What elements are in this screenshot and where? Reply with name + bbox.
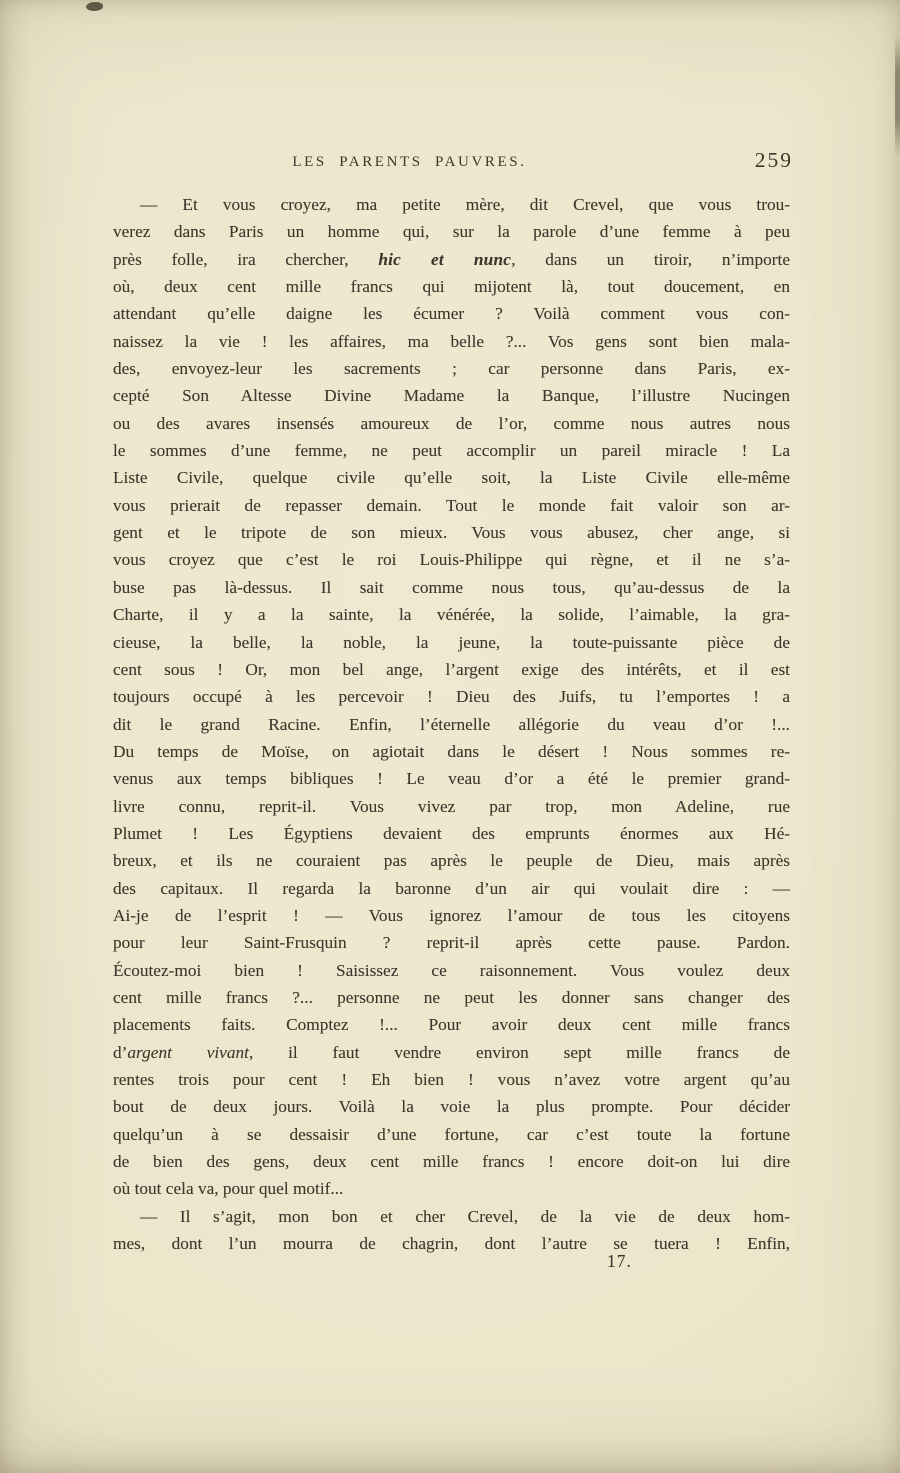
text-line — [113, 656, 790, 683]
text-line — [113, 711, 790, 738]
signature-mark: 17. — [607, 1251, 632, 1271]
scan-artifact — [86, 2, 103, 11]
paragraph — [113, 1203, 790, 1258]
text-line — [113, 902, 790, 929]
page-header — [113, 148, 793, 180]
text-line — [113, 300, 790, 327]
text-line — [113, 1175, 790, 1202]
text-segment: attendant qu’elle daigne les écumer ? Voilà comment vous con- — [113, 304, 790, 324]
text-segment: Écoutez-moi bien ! Saisissez ce raisonnement. Vous voulez deux — [113, 960, 790, 980]
emphasized-text: hic et nunc — [378, 249, 512, 269]
text-segment: rentes trois pour cent ! Eh bien ! vous n’avez votre argent qu’au — [113, 1070, 790, 1089]
text-line — [113, 464, 790, 491]
text-segment: , il faut vendre environ sept mille francs de — [248, 1042, 790, 1062]
text-line — [113, 738, 790, 765]
text-line — [113, 984, 790, 1011]
text-segment: toujours occupé à les percevoir ! Dieu des Juifs, tu l’emportes ! a — [113, 687, 790, 707]
text-block — [113, 191, 790, 1257]
text-line — [113, 437, 790, 464]
text-line — [113, 574, 790, 601]
text-segment: quelqu’un à se dessaisir d’une fortune, car c’est toute la fortune — [113, 1124, 790, 1144]
text-line — [113, 246, 790, 273]
text-line — [113, 1093, 790, 1120]
text-segment: , dans un tiroir, n’importe — [511, 249, 791, 269]
text-segment: Plumet ! Les Égyptiens devaient des emprunts énormes aux Hé- — [113, 823, 790, 843]
text-line — [113, 546, 790, 573]
emphasized-text: argent vivant — [127, 1042, 249, 1062]
page-number: 259 — [754, 148, 793, 172]
text-line — [113, 847, 790, 874]
text-line — [113, 765, 790, 792]
text-line — [113, 629, 790, 656]
text-segment: de bien des gens, deux cent mille francs ! encore doit-on lui dire — [113, 1152, 790, 1172]
text-segment: des, envoyez-leur les sacrements ; car personne dans Paris, ex- — [113, 359, 790, 379]
text-segment: venus aux temps bibliques ! Le veau d’or a été le premier grand- — [113, 769, 790, 789]
text-line — [113, 519, 790, 546]
text-line — [113, 1011, 790, 1038]
text-segment: Charte, il y a la sainte, la vénérée, la solide, l’aimable, la gra- — [113, 605, 790, 625]
text-segment: Du temps de Moïse, on agiotait dans le désert ! Nous sommes re- — [113, 741, 790, 761]
text-segment: mes, dont l’un mourra de chagrin, dont l’autre se tuera ! Enfin, — [113, 1234, 790, 1254]
text-segment: Liste Civile, quelque civile qu’elle soit, la Liste Civile elle-même — [113, 468, 790, 488]
text-segment: dit le grand Racine. Enfin, l’éternelle allégorie du veau d’or !... — [113, 714, 790, 734]
text-line — [113, 1039, 790, 1066]
text-segment: cepté Son Altesse Divine Madame la Banque, l’illustre Nucingen — [113, 386, 790, 406]
text-line — [113, 929, 790, 956]
text-line — [113, 410, 790, 437]
text-line — [113, 218, 790, 245]
text-line — [113, 492, 790, 519]
text-segment: naissez la vie ! les affaires, ma belle ?... Vos gens sont bien mala- — [113, 331, 790, 351]
text-line — [113, 355, 790, 382]
text-line — [113, 191, 790, 218]
text-segment: où tout cela va, pour quel motif... — [113, 1179, 344, 1199]
text-segment: gent et le tripote de son mieux. Vous vous abusez, cher ange, si — [113, 523, 790, 543]
text-segment: cent mille francs ?... personne ne peut les donner sans changer des — [113, 987, 790, 1007]
text-line — [113, 382, 790, 409]
text-segment: buse pas là-dessus. Il sait comme nous tous, qu’au-dessus de la — [113, 577, 790, 597]
text-segment: cieuse, la belle, la noble, la jeune, la toute-puissante pièce de — [113, 632, 790, 652]
paragraph — [113, 191, 790, 1203]
scan-artifact — [895, 36, 900, 156]
text-segment: bout de deux jours. Voilà la voie la plus prompte. Pour décider — [113, 1097, 790, 1117]
text-segment: placements faits. Comptez !... Pour avoir deux cent mille francs — [113, 1015, 790, 1035]
text-line — [113, 793, 790, 820]
text-line — [113, 875, 790, 902]
text-line — [113, 1203, 790, 1230]
text-segment: Ai-je de l’esprit ! — Vous ignorez l’amour de tous les citoyens — [113, 905, 790, 925]
text-segment: d’ — [113, 1042, 128, 1062]
text-segment: breux, et ils ne couraient pas après le peuple de Dieu, mais après — [113, 851, 790, 871]
text-line — [113, 957, 790, 984]
text-segment: cent sous ! Or, mon bel ange, l’argent exige des intérêts, et il est — [113, 659, 790, 679]
text-segment: des capitaux. Il regarda la baronne d’un air qui voulait dire : — — [113, 878, 790, 898]
text-segment: pour leur Saint-Frusquin ? reprit-il après cette pause. Pardon. — [113, 933, 790, 953]
text-line — [113, 820, 790, 847]
text-line — [113, 328, 790, 355]
text-segment: le sommes d’une femme, ne peut accomplir un pareil miracle ! La — [113, 441, 790, 461]
text-line — [113, 601, 790, 628]
text-segment: — Et vous croyez, ma petite mère, dit Crevel, que vous trou- — [140, 195, 790, 214]
text-segment: vous prierait de repasser demain. Tout le monde fait valoir son ar- — [113, 495, 790, 515]
text-segment: livre connu, reprit-il. Vous vivez par trop, mon Adeline, rue — [113, 796, 790, 816]
text-line — [113, 1148, 790, 1175]
text-line — [113, 273, 790, 300]
text-segment: — Il s’agit, mon bon et cher Crevel, de la vie de deux hom- — [140, 1206, 790, 1226]
text-line — [113, 1230, 790, 1257]
text-segment: où, deux cent mille francs qui mijotent là, tout doucement, en — [113, 277, 790, 297]
text-segment: près folle, ira chercher, — [113, 249, 379, 269]
text-line — [113, 1066, 790, 1093]
text-segment: verez dans Paris un homme qui, sur la parole d’une femme à peu — [113, 222, 790, 242]
text-segment: vous croyez que c’est le roi Louis-Philippe qui règne, et il ne s’a- — [113, 550, 790, 570]
text-line — [113, 683, 790, 710]
text-line — [113, 1121, 790, 1148]
text-segment: ou des avares insensés amoureux de l’or, comme nous autres nous — [113, 413, 790, 433]
running-title: LES PARENTS PAUVRES. — [292, 154, 527, 170]
